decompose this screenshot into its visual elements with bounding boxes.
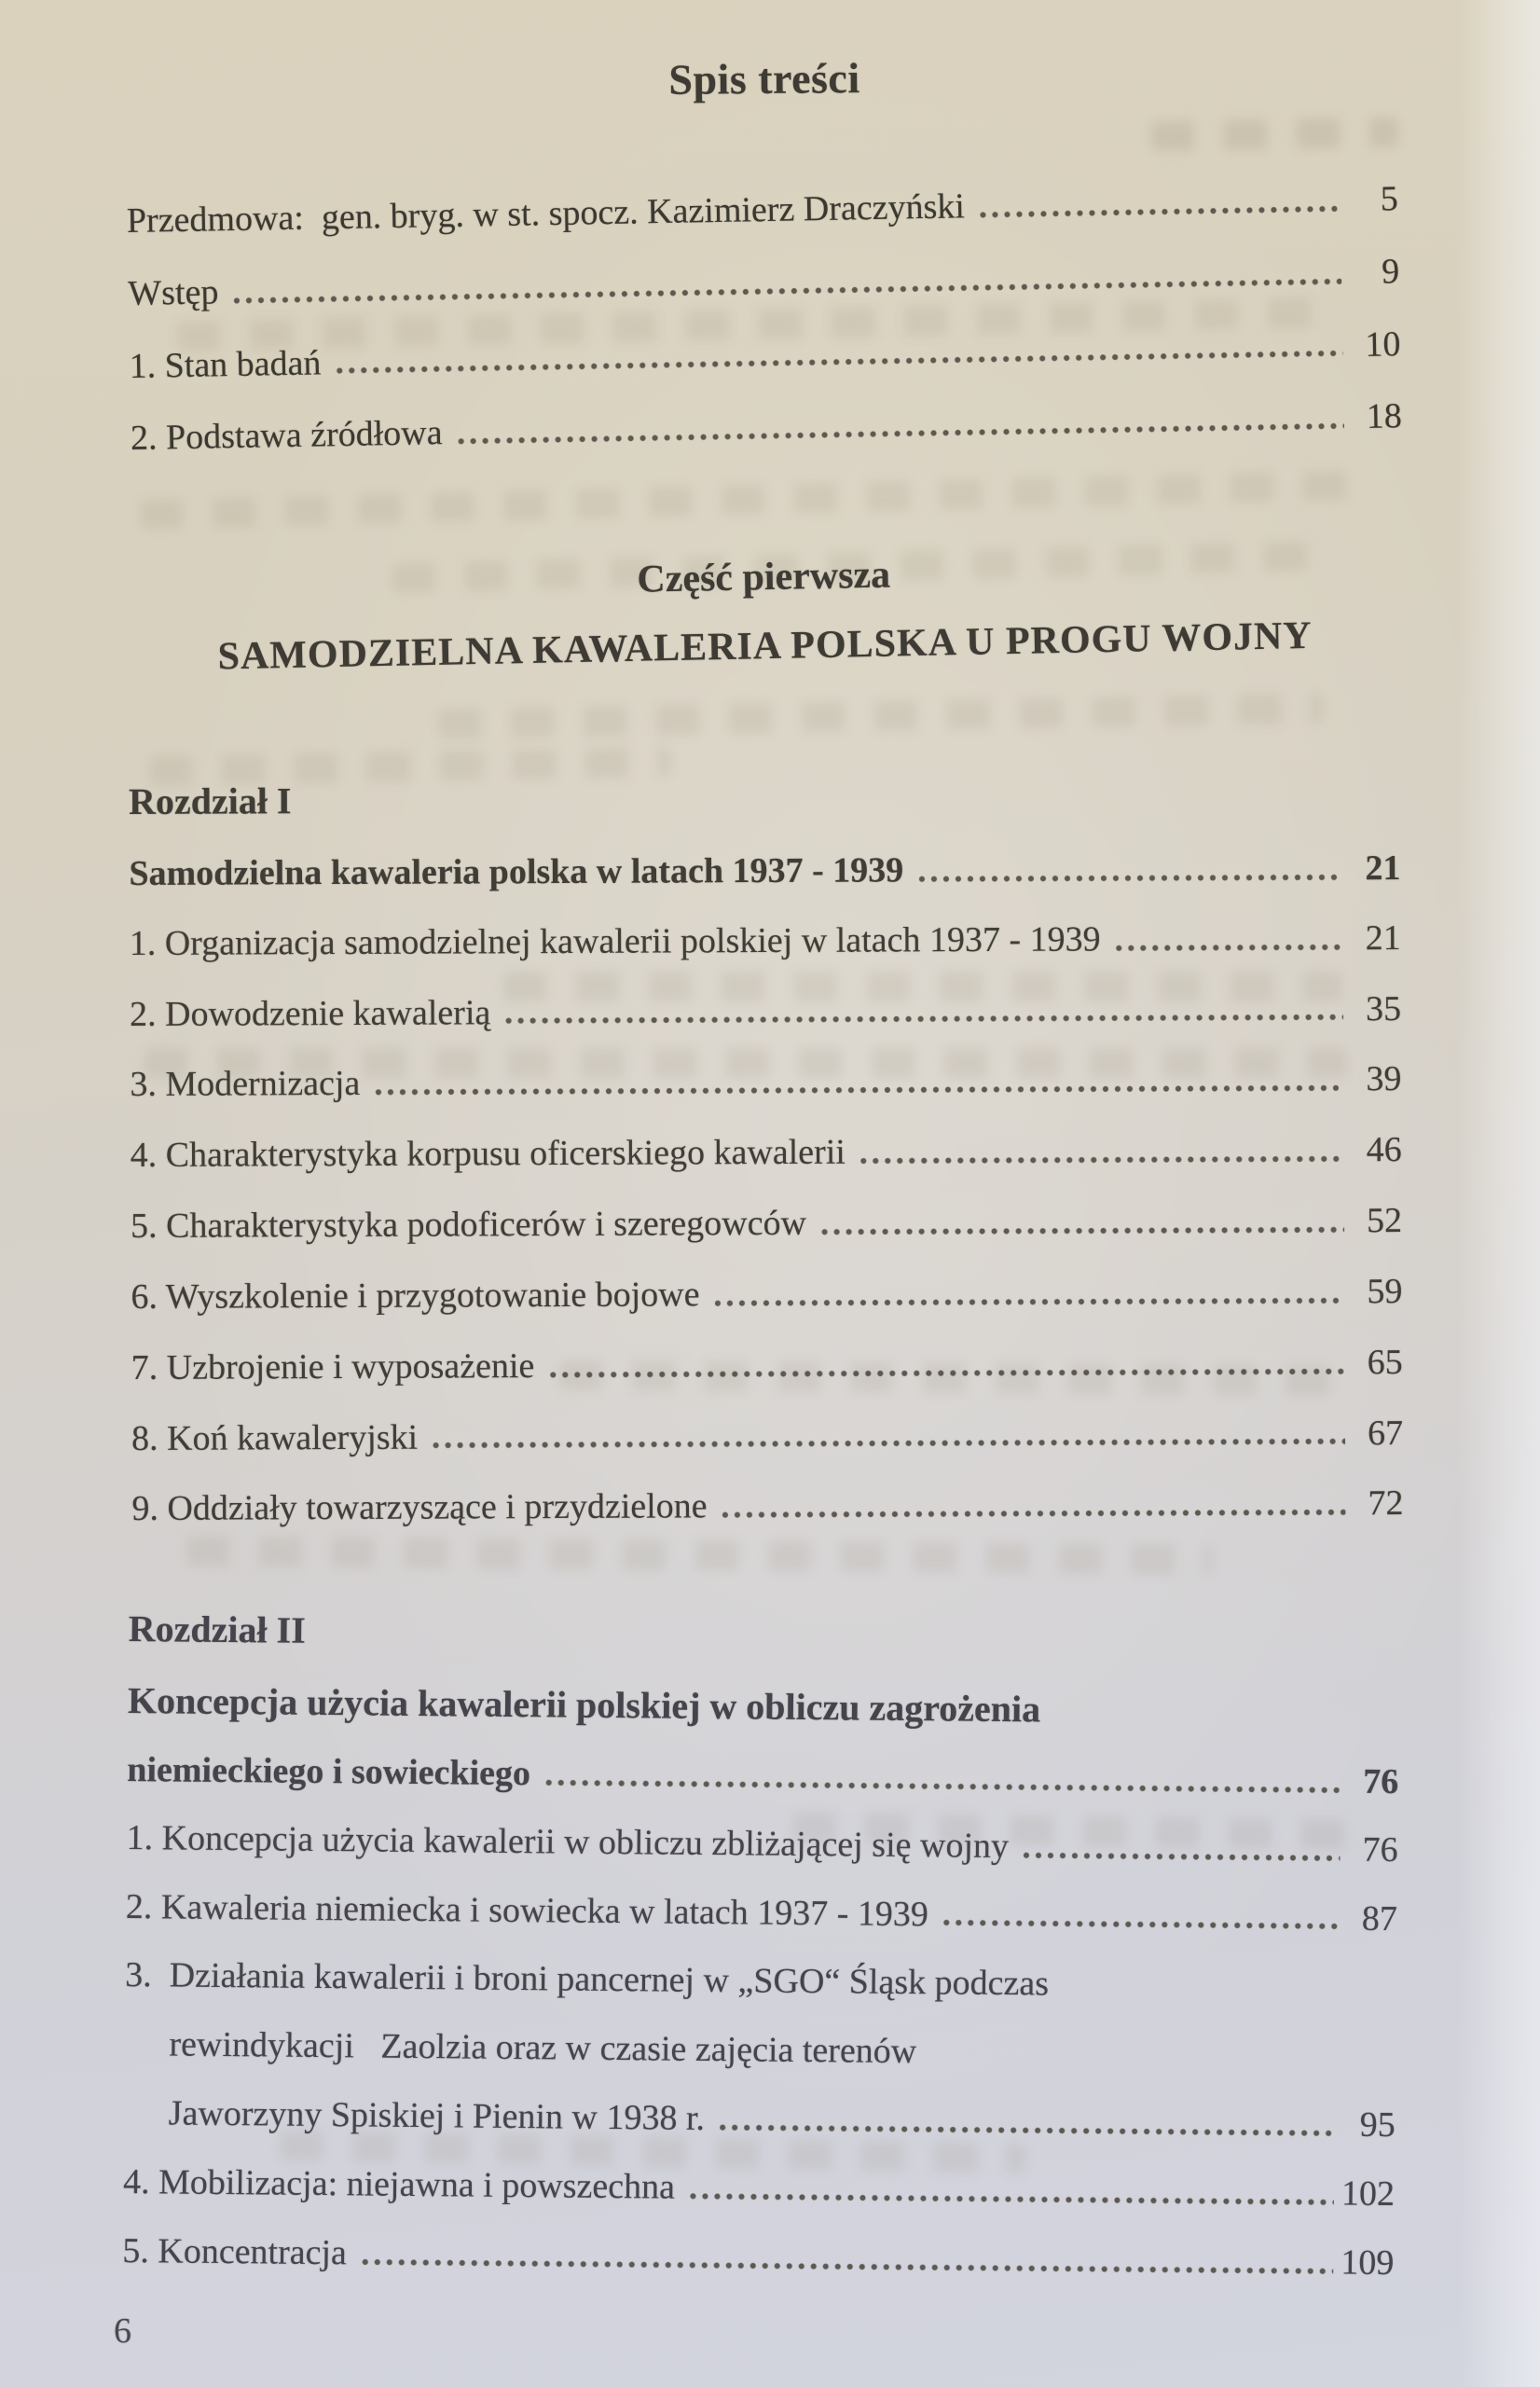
toc-content — [122, 0, 1404, 2283]
part-title: SAMODZIELNA KAWALERIA POLSKA U PROGU WOJNY — [217, 614, 1313, 679]
toc-entry-page: 87 — [1361, 1897, 1398, 1939]
chapter-title: Samodzielna kawaleria polska w latach 1937 - 1939 — [129, 850, 904, 894]
chapter-one-items — [130, 918, 1404, 1530]
toc-entry-label: 2. Kawaleria niemiecka i sowiecka w latach 1937 - 1939 — [125, 1886, 929, 1934]
toc-entry-page: 46 — [1366, 1130, 1402, 1170]
toc-entry-label: 5. Koncentracja — [122, 2230, 348, 2272]
chapter-two-items — [122, 1816, 1398, 2284]
dotted-leader — [433, 1439, 1345, 1449]
dotted-leader — [690, 2192, 1334, 2205]
dotted-leader — [821, 1227, 1344, 1235]
toc-entry — [130, 988, 1401, 1036]
page-edge-highlight — [1458, 0, 1540, 2387]
toc-entry — [124, 1954, 1397, 2146]
toc-entry-label: 4. Charakterystyka korpusu oficerskiego kawalerii — [130, 1133, 846, 1176]
toc-entry — [131, 1271, 1402, 1318]
toc-entry — [130, 918, 1401, 965]
toc-entry-page: 65 — [1367, 1343, 1403, 1383]
page-title: Spis treści — [668, 54, 860, 103]
chapter-heading: Rozdział II — [128, 1607, 306, 1651]
toc-entry-label: Wstęp — [127, 272, 219, 313]
toc-entry-page: 76 — [1362, 1829, 1398, 1870]
toc-entry — [129, 848, 1400, 895]
dotted-leader — [362, 2258, 1333, 2274]
toc-entry-page: 39 — [1366, 1059, 1402, 1100]
toc-entry-label-line1: 3. Działania kawalerii i broni pancernej w „SGO“ Śląsk podczas — [125, 1955, 1050, 2004]
toc-entry — [126, 1816, 1397, 1870]
toc-entry — [127, 1749, 1398, 1803]
toc-entry-label: Przedmowa: gen. bryg. w st. spocz. Kazimierz Draczyński — [126, 186, 966, 241]
toc-entry-page: 21 — [1365, 918, 1401, 959]
dotted-leader — [715, 1297, 1345, 1306]
dotted-leader — [1024, 1851, 1341, 1860]
toc-entry — [131, 1130, 1402, 1178]
toc-entry-page: 102 — [1341, 2173, 1396, 2214]
chapter-two-section — [122, 1607, 1400, 2284]
toc-entry — [122, 2229, 1394, 2284]
dotted-leader — [722, 1510, 1346, 1519]
folio-page-number: 6 — [114, 2311, 131, 2351]
toc-entry — [131, 1342, 1403, 1389]
front-matter-section — [127, 178, 1403, 460]
dotted-leader — [505, 1014, 1343, 1025]
dotted-leader — [375, 1085, 1343, 1097]
toc-entry-label: 9. Oddziały towarzyszące i przydzielone — [131, 1487, 708, 1529]
chapter-one-section — [129, 775, 1403, 1530]
toc-entry-page: 9 — [1381, 252, 1400, 292]
part-kicker: Część pierwsza — [636, 553, 891, 602]
dotted-leader — [980, 205, 1341, 218]
toc-entry — [131, 1413, 1403, 1460]
dotted-leader — [337, 351, 1343, 375]
toc-entry-page: 76 — [1363, 1761, 1399, 1801]
toc-entry-label: 7. Uzbrojenie i wyposażenie — [131, 1346, 535, 1388]
toc-entry-label: 2. Dowodzenie kawalerią — [130, 993, 491, 1034]
dotted-leader — [458, 423, 1344, 446]
toc-entry-page: 35 — [1365, 989, 1402, 1029]
toc-entry — [127, 178, 1399, 242]
toc-entry-page: 21 — [1365, 849, 1401, 889]
toc-entry-page: 59 — [1367, 1272, 1403, 1312]
chapter-title-line1: Koncepcja użycia kawalerii polskiej w obliczu zagrożenia — [127, 1678, 1041, 1730]
dotted-leader — [549, 1368, 1344, 1378]
toc-entry-page: 18 — [1366, 396, 1403, 437]
toc-entry-last-line — [124, 2092, 1396, 2146]
toc-entry-page: 10 — [1365, 324, 1401, 365]
part-one-heading — [128, 543, 1401, 681]
toc-entry-page: 109 — [1341, 2242, 1395, 2283]
toc-entry — [128, 251, 1400, 315]
toc-entry-label: 1. Koncepcja użycia kawalerii w obliczu zbliżającej się wojny — [126, 1817, 1010, 1866]
dotted-leader — [720, 2124, 1338, 2136]
toc-entry-page: 72 — [1368, 1483, 1404, 1524]
toc-entry-label: 1. Organizacja samodzielnej kawalerii polskiej w latach 1937 - 1939 — [129, 919, 1101, 964]
toc-entry — [123, 2161, 1395, 2215]
toc-entry-label: 6. Wyszkolenie i przygotowanie bojowe — [131, 1275, 700, 1318]
toc-entry-label-line3: Jaworzyny Spiskiej i Pienin w 1938 r. — [168, 2093, 706, 2138]
toc-entry — [126, 1885, 1397, 1939]
toc-entry-label: 1. Stan badań — [129, 343, 322, 386]
dotted-leader — [1116, 944, 1343, 951]
toc-entry-label: 2. Podstawa źródłowa — [130, 413, 443, 459]
toc-entry-page: 95 — [1359, 2104, 1396, 2145]
chapter-title-line2: niemieckiego i sowieckiego — [127, 1749, 531, 1793]
toc-entry — [131, 1483, 1403, 1531]
toc-entry-label: 8. Koń kawaleryjski — [131, 1417, 419, 1458]
toc-entry-label: 5. Charakterystyka podoficerów i szeregowców — [130, 1204, 807, 1247]
toc-entry-label-line2: rewindykacji Zaolzia oraz w czasie zajęcia terenów — [169, 2024, 917, 2072]
dotted-leader — [860, 1156, 1344, 1165]
toc-entry-page: 52 — [1366, 1201, 1403, 1241]
dotted-leader — [918, 874, 1342, 882]
toc-entry — [131, 1200, 1402, 1248]
chapter-heading: Rozdział I — [129, 780, 292, 823]
toc-entry-label: 3. Modernizacja — [130, 1064, 361, 1105]
toc-entry-page: 67 — [1367, 1413, 1404, 1454]
dotted-leader — [233, 278, 1341, 304]
toc-entry — [129, 324, 1401, 388]
toc-entry — [131, 396, 1403, 461]
dotted-leader — [545, 1779, 1341, 1793]
toc-entry-page: 5 — [1380, 179, 1399, 219]
dotted-leader — [943, 1919, 1340, 1929]
toc-entry — [130, 1059, 1401, 1107]
toc-entry-label: 4. Mobilizacja: niejawna i powszechna — [122, 2161, 676, 2207]
